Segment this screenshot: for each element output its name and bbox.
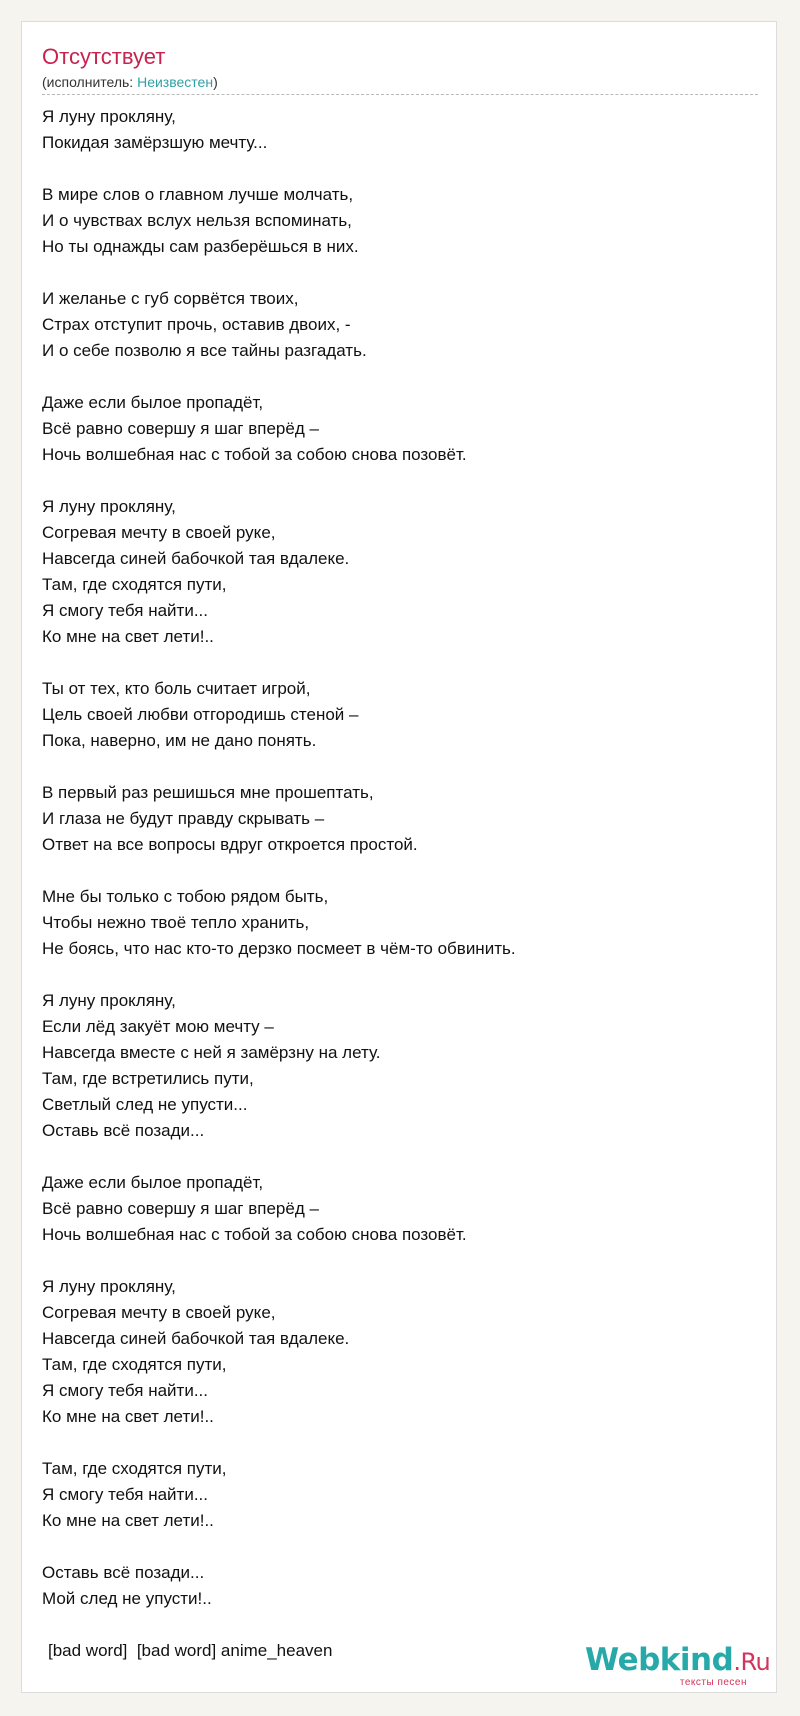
lyrics-line: Ко мне на свет лети!.. — [42, 627, 214, 646]
lyrics-line: Там, где сходятся пути, — [42, 1459, 227, 1478]
lyrics-line: И желанье с губ сорвётся твоих, — [42, 289, 299, 308]
lyrics-stanza — [42, 390, 758, 468]
lyrics-line: Ты от тех, кто боль считает игрой, — [42, 679, 311, 698]
lyrics-stanza — [42, 780, 758, 858]
lyrics-line: Навсегда синей бабочкой тая вдалеке. — [42, 1329, 350, 1348]
lyrics-line: Я луну прокляну, — [42, 497, 176, 516]
lyrics-stanza — [42, 676, 758, 754]
logo-main-text: Webkind — [585, 1642, 734, 1678]
artist-prefix: (исполнитель: — [42, 74, 138, 90]
lyrics-line: Я смогу тебя найти... — [42, 1381, 209, 1400]
lyrics-line: Даже если былое пропадёт, — [42, 1173, 264, 1192]
site-logo[interactable] — [585, 1642, 775, 1692]
lyrics-stanza — [42, 1456, 758, 1534]
lyrics-line: И глаза не будут правду скрывать – — [42, 809, 325, 828]
lyrics-line: Всё равно совершу я шаг вперёд – — [42, 419, 319, 438]
lyrics-line: Не боясь, что нас кто-то дерзко посмеет в чём-то обвинить. — [42, 939, 516, 958]
lyrics-stanza — [42, 1170, 758, 1248]
lyrics-stanza — [42, 1560, 758, 1612]
lyrics-line: Согревая мечту в своей руке, — [42, 523, 276, 542]
lyrics-line: Мне бы только с тобою рядом быть, — [42, 887, 329, 906]
artist-link[interactable]: Неизвестен — [137, 74, 214, 90]
lyrics-line: Я луну прокляну, — [42, 1277, 176, 1296]
lyrics-line: Ночь волшебная нас с тобой за собою снова позовёт. — [42, 1225, 467, 1244]
lyrics-line: Оставь всё позади... — [42, 1563, 205, 1582]
logo-wordmark — [585, 1642, 775, 1680]
lyrics-line: Ко мне на свет лети!.. — [42, 1407, 214, 1426]
lyrics-line: Я смогу тебя найти... — [42, 601, 209, 620]
lyrics-card — [21, 21, 777, 1693]
tags-line: [bad word] [bad word] anime_heaven — [48, 1641, 333, 1660]
lyrics-stanza — [42, 884, 758, 962]
lyrics-stanza — [42, 988, 758, 1144]
lyrics-line: Навсегда синей бабочкой тая вдалеке. — [42, 549, 350, 568]
artist-suffix: ) — [213, 74, 218, 90]
lyrics-line: Покидая замёрзшую мечту... — [42, 133, 268, 152]
lyrics-line: Всё равно совершу я шаг вперёд – — [42, 1199, 319, 1218]
lyrics-stanza — [42, 104, 758, 156]
song-title: Отсутствует — [42, 44, 166, 69]
lyrics-line: Если лёд закуёт мою мечту – — [42, 1017, 274, 1036]
lyrics-line: Пока, наверно, им не дано понять. — [42, 731, 317, 750]
artist-line — [42, 72, 758, 92]
lyrics-line: В первый раз решишься мне прошептать, — [42, 783, 374, 802]
lyrics-stanza — [42, 1274, 758, 1430]
logo-subtitle: тексты песен — [679, 1677, 747, 1688]
lyrics-line: Оставь всё позади... — [42, 1121, 205, 1140]
lyrics-line: В мире слов о главном лучше молчать, — [42, 185, 354, 204]
lyrics-line: Согревая мечту в своей руке, — [42, 1303, 276, 1322]
lyrics-line: Цель своей любви отгородишь стеной – — [42, 705, 359, 724]
lyrics-line: Ответ на все вопросы вдруг откроется простой. — [42, 835, 418, 854]
song-header — [42, 42, 758, 95]
lyrics-line: И о чувствах вслух нельзя вспоминать, — [42, 211, 352, 230]
lyrics-line: Мой след не упусти!.. — [42, 1589, 212, 1608]
lyrics-line: И о себе позволю я все тайны разгадать. — [42, 341, 367, 360]
lyrics-line: Там, где сходятся пути, — [42, 575, 227, 594]
lyrics-line: Там, где встретились пути, — [42, 1069, 254, 1088]
lyrics-line: Но ты однажды сам разберёшься в них. — [42, 237, 359, 256]
lyrics-line: Там, где сходятся пути, — [42, 1355, 227, 1374]
lyrics-stanza — [42, 182, 758, 260]
lyrics-line: Даже если былое пропадёт, — [42, 393, 264, 412]
lyrics-stanza — [42, 494, 758, 650]
lyrics-line: Чтобы нежно твоё тепло хранить, — [42, 913, 310, 932]
lyrics-line: Страх отступит прочь, оставив двоих, - — [42, 315, 351, 334]
lyrics-line: Я луну прокляну, — [42, 991, 176, 1010]
lyrics-line: Ночь волшебная нас с тобой за собою снова позовёт. — [42, 445, 467, 464]
lyrics-line: Я смогу тебя найти... — [42, 1485, 209, 1504]
lyrics-text — [42, 104, 758, 1638]
lyrics-stanza — [42, 286, 758, 364]
lyrics-line: Навсегда вместе с ней я замёрзну на лету. — [42, 1043, 381, 1062]
logo-ru-text: .Ru — [733, 1648, 771, 1676]
lyrics-line: Светлый след не упусти... — [42, 1095, 248, 1114]
lyrics-line: Ко мне на свет лети!.. — [42, 1511, 214, 1530]
lyrics-line: Я луну прокляну, — [42, 107, 176, 126]
